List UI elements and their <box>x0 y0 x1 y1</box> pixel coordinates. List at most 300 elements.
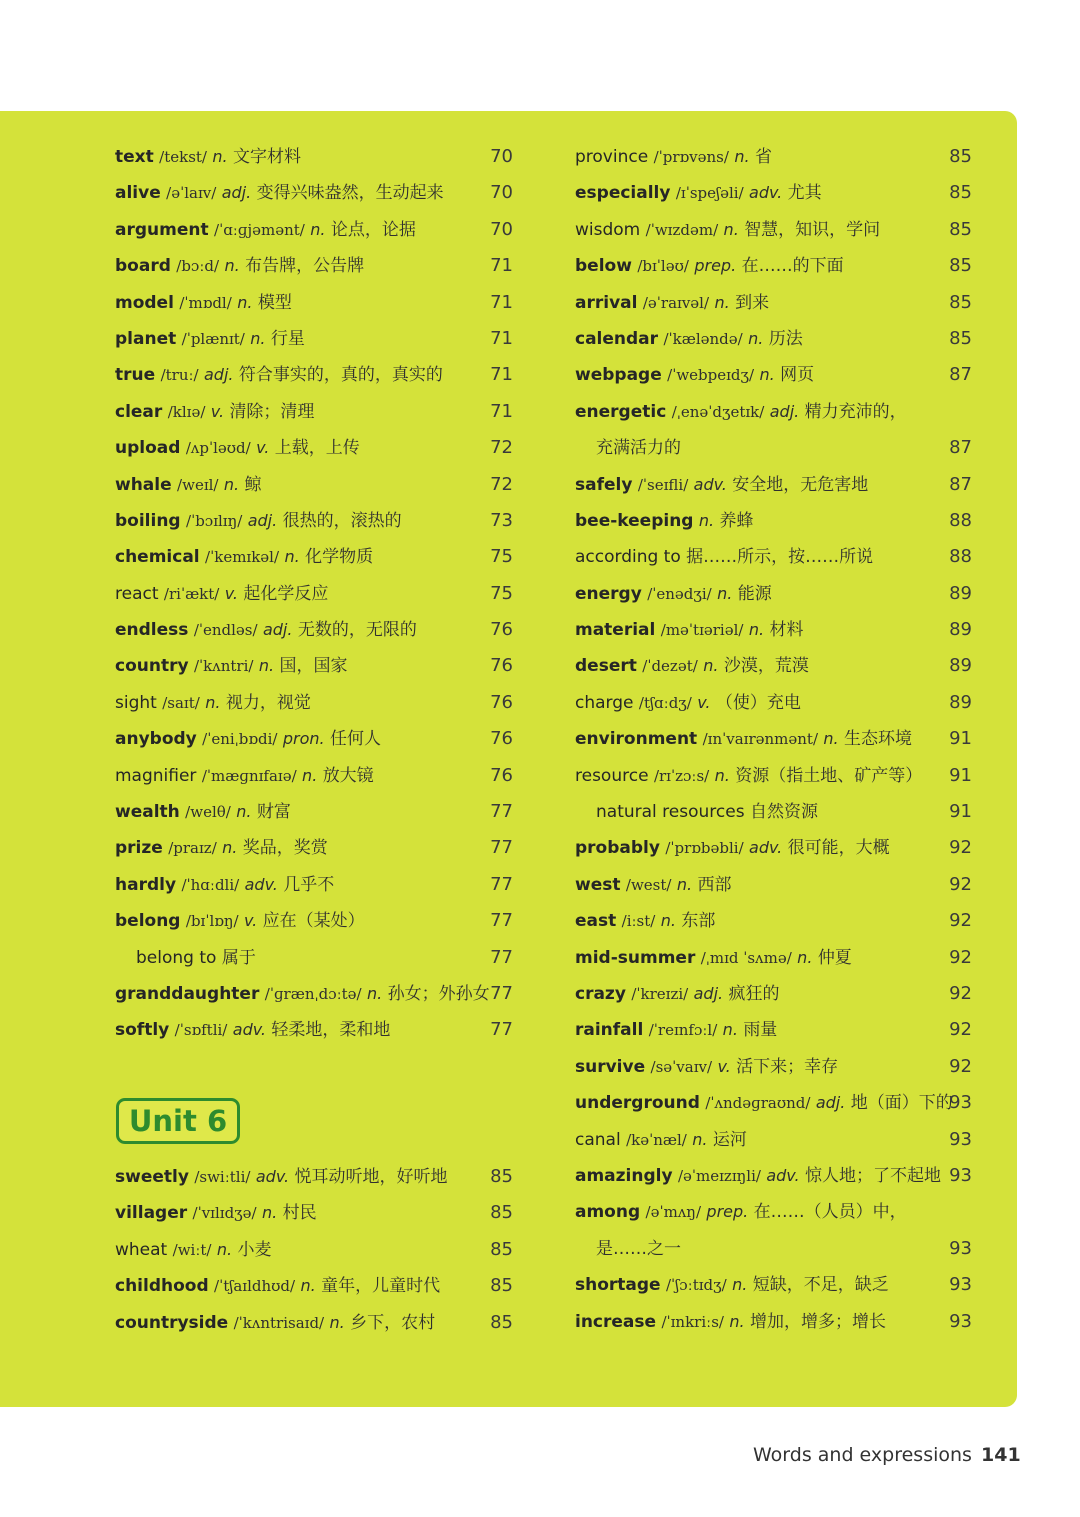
entry-part-of-speech: n. <box>714 292 730 312</box>
entry-word: canal <box>575 1129 621 1150</box>
vocab-entry <box>575 212 972 248</box>
entry-part-of-speech: v. <box>224 583 238 603</box>
entry-part-of-speech: n. <box>797 947 813 967</box>
entry-page: 85 <box>949 291 972 313</box>
vocab-entry <box>115 721 513 757</box>
entry-text <box>575 1012 777 1048</box>
entry-word: increase <box>575 1311 657 1332</box>
entry-word: prize <box>115 838 163 859</box>
entry-part-of-speech: n. <box>302 765 318 785</box>
entry-phonetic: /ˈseɪfli/ <box>637 475 689 494</box>
entry-meaning: 布告牌，公告牌 <box>245 256 365 277</box>
entry-text <box>575 503 754 539</box>
entry-phonetic: /ˈʌndəɡraʊnd/ <box>705 1094 811 1113</box>
entry-text <box>115 248 364 284</box>
entry-part-of-speech: pron. <box>282 729 325 749</box>
entry-part-of-speech: n. <box>692 1129 708 1149</box>
entry-word: planet <box>115 328 177 349</box>
entry-text <box>575 830 890 866</box>
entry-part-of-speech: n. <box>236 802 252 822</box>
entry-meaning: 材料 <box>769 620 804 641</box>
entry-phonetic: /ˈwebpeɪdʒ/ <box>667 366 755 385</box>
entry-page: 92 <box>949 837 972 859</box>
entry-phonetic: /ˈkʌntri/ <box>193 657 254 676</box>
entry-part-of-speech: adj. <box>769 401 800 421</box>
entry-part-of-speech: adv. <box>693 474 727 494</box>
entry-phonetic: /ˈplænɪt/ <box>181 329 245 348</box>
entry-word: material <box>575 620 656 641</box>
entry-meaning: 奖品，奖赏 <box>242 838 328 859</box>
vocab-entry <box>115 175 513 211</box>
entry-page: 77 <box>490 801 513 823</box>
entry-meaning: 在……（人员）中， <box>753 1202 907 1223</box>
entry-meaning: 西部 <box>697 874 732 895</box>
entry-phonetic: /ˌenəˈdʒetɪk/ <box>671 402 765 421</box>
entry-text <box>115 903 365 939</box>
entry-meaning: 活下来；幸存 <box>736 1056 839 1077</box>
entry-text <box>115 175 444 211</box>
entry-phonetic: /ˈmæɡnɪfaɪə/ <box>201 766 297 785</box>
entry-page: 73 <box>490 509 513 531</box>
entry-word: react <box>115 583 159 604</box>
entry-phonetic: /saɪt/ <box>162 693 200 712</box>
entry-text <box>596 430 681 466</box>
entry-meaning: 无数的，无限的 <box>297 620 417 641</box>
entry-word: west <box>575 874 621 895</box>
entry-text <box>115 976 490 1012</box>
vocab-entry <box>115 139 513 175</box>
entry-phonetic: /ˈsɒftli/ <box>174 1021 228 1040</box>
entry-meaning: 是……之一 <box>596 1238 681 1259</box>
entry-page: 71 <box>490 327 513 349</box>
entry-part-of-speech: adj. <box>204 365 234 385</box>
entry-phonetic: /welθ/ <box>185 803 231 822</box>
vocab-entry <box>115 430 513 466</box>
entry-meaning: 鲸 <box>244 474 262 495</box>
entry-text <box>575 576 772 612</box>
entry-part-of-speech: adv. <box>255 1167 290 1186</box>
entry-page: 91 <box>949 728 972 750</box>
vocab-entry <box>115 467 513 503</box>
entry-text <box>575 903 715 939</box>
entry-word: anybody <box>115 729 197 750</box>
entry-page: 85 <box>949 327 972 349</box>
entry-text <box>115 285 292 321</box>
entry-text <box>115 539 373 575</box>
entry-page: 76 <box>490 619 513 641</box>
entry-part-of-speech: n. <box>823 729 839 749</box>
entry-page: 71 <box>490 364 513 386</box>
vocab-entry <box>575 1122 972 1158</box>
entry-part-of-speech: n. <box>212 147 228 166</box>
entry-page: 77 <box>490 982 513 1004</box>
entry-meaning: 智慧，知识，学问 <box>744 219 881 240</box>
entry-meaning: 安全地，无危害地 <box>732 474 869 495</box>
entry-phonetic: /ˈɪnkriːs/ <box>661 1312 724 1331</box>
entry-phonetic: /səˈvaɪv/ <box>650 1057 713 1076</box>
entry-text <box>596 794 818 830</box>
entry-text <box>575 612 804 648</box>
entry-word: energy <box>575 583 642 604</box>
entry-word: environment <box>575 729 698 750</box>
entry-part-of-speech: adj. <box>247 510 278 530</box>
entry-meaning: 很热的，滚热的 <box>282 510 402 531</box>
entry-word: mid-summer <box>575 947 696 968</box>
entry-page: 76 <box>490 764 513 786</box>
entry-part-of-speech: n. <box>250 328 266 348</box>
entry-page: 89 <box>949 655 972 677</box>
entry-page: 93 <box>949 1274 972 1296</box>
entry-text <box>575 321 803 357</box>
entry-page: 71 <box>490 291 513 313</box>
entry-meaning: 属于 <box>221 947 256 968</box>
entry-page: 85 <box>490 1166 513 1187</box>
entry-phonetic: /ˈkemɪkəl/ <box>205 548 280 567</box>
entry-page: 70 <box>490 182 513 204</box>
entry-text <box>575 976 780 1012</box>
entry-text <box>115 794 291 830</box>
vocab-entry <box>575 539 972 575</box>
entry-phonetic: /ˈɡrænˌdɔːtə/ <box>264 984 362 1003</box>
entry-meaning: 疯狂的 <box>728 983 780 1004</box>
entry-meaning: 清除；清理 <box>229 401 315 422</box>
entry-page: 88 <box>949 509 972 531</box>
vocab-entry <box>575 285 972 321</box>
vocab-entry <box>575 430 972 466</box>
entry-part-of-speech: n. <box>703 656 719 676</box>
entry-part-of-speech: n. <box>729 1311 745 1331</box>
entry-text <box>115 503 402 539</box>
entry-part-of-speech: n. <box>660 911 676 931</box>
entry-meaning: 上载，上传 <box>274 438 360 459</box>
entry-text <box>115 357 443 393</box>
entry-word: among <box>575 1202 641 1223</box>
vocab-entry <box>115 758 513 794</box>
entry-meaning: 任何人 <box>330 729 382 750</box>
entry-text <box>115 1305 435 1341</box>
entry-part-of-speech: n. <box>216 1239 233 1259</box>
entry-text <box>136 940 256 976</box>
entry-part-of-speech: prep. <box>706 1202 749 1222</box>
vocab-entry <box>575 685 972 721</box>
entry-word: belong to <box>136 947 217 968</box>
entry-part-of-speech: n. <box>748 328 764 348</box>
entry-word: energetic <box>575 401 667 422</box>
entry-phonetic: /ˈhɑːdli/ <box>181 875 240 894</box>
entry-phonetic: /ˈkæləndə/ <box>663 329 743 348</box>
entry-part-of-speech: adj. <box>262 620 293 640</box>
entry-word: probably <box>575 838 660 859</box>
entry-page: 77 <box>490 946 513 968</box>
entry-word: wheat <box>115 1239 168 1260</box>
vocab-entry <box>575 1158 972 1194</box>
entry-phonetic: /truː/ <box>160 366 199 385</box>
vocab-entry <box>115 794 513 830</box>
entry-meaning: 能源 <box>737 583 772 604</box>
entry-word: childhood <box>115 1276 209 1297</box>
vocab-entry <box>575 1085 972 1121</box>
entry-meaning: 悦耳动听地，好听地 <box>294 1167 448 1187</box>
entry-word: argument <box>115 219 209 240</box>
entry-part-of-speech: adv. <box>749 183 783 203</box>
vocab-entry <box>115 394 513 430</box>
entry-page: 93 <box>949 1128 972 1150</box>
entry-meaning: 童年，儿童时代 <box>321 1276 441 1297</box>
vocab-entry <box>115 503 513 539</box>
entry-page: 72 <box>490 473 513 495</box>
entry-phonetic: /ɪnˈvaɪrənmənt/ <box>702 730 818 749</box>
footer-label: Words and expressions <box>753 1444 972 1466</box>
entry-word: board <box>115 256 171 277</box>
entry-phonetic: /ˈeniˌbɒdi/ <box>202 730 278 749</box>
entry-page: 85 <box>949 146 972 167</box>
entry-part-of-speech: n. <box>676 874 693 894</box>
entry-phonetic: /bɪˈləʊ/ <box>637 257 689 276</box>
entry-part-of-speech: n. <box>258 656 275 676</box>
entry-text <box>115 139 301 175</box>
entry-text <box>575 285 769 321</box>
entry-phonetic: /ˈprɒvəns/ <box>653 148 729 166</box>
entry-text <box>575 867 732 903</box>
entry-word: natural resources <box>596 802 745 823</box>
vocab-entry <box>575 1012 972 1048</box>
unit-heading: Unit 6 <box>116 1098 240 1144</box>
entry-phonetic: /tekst/ <box>159 148 207 166</box>
entry-part-of-speech: v. <box>256 438 270 458</box>
entry-page: 85 <box>949 255 972 277</box>
entry-meaning: 自然资源 <box>749 802 818 823</box>
entry-phonetic: /bɔːd/ <box>176 257 220 276</box>
entry-meaning: 充满活力的 <box>596 438 681 459</box>
entry-text <box>575 940 852 976</box>
entry-word: villager <box>115 1203 188 1224</box>
entry-word: calendar <box>575 328 659 349</box>
entry-part-of-speech: n. <box>261 1203 278 1223</box>
vocab-entry <box>575 1304 972 1340</box>
entry-word: shortage <box>575 1275 661 1296</box>
entry-phonetic: /ˈendləs/ <box>193 621 258 640</box>
entry-page: 77 <box>490 837 513 859</box>
entry-page: 92 <box>949 873 972 895</box>
entry-part-of-speech: n. <box>748 620 765 640</box>
vocab-entry <box>575 940 972 976</box>
entry-word: charge <box>575 692 634 713</box>
entry-word: safely <box>575 474 633 495</box>
entry-word: east <box>575 911 617 932</box>
vocab-entry <box>575 794 972 830</box>
entry-page: 92 <box>949 982 972 1004</box>
entry-page: 77 <box>490 873 513 895</box>
entry-meaning: 国，国家 <box>279 656 348 677</box>
entry-meaning: 到来 <box>735 292 770 313</box>
entry-part-of-speech: adj. <box>693 983 724 1003</box>
entry-word: below <box>575 256 632 277</box>
entry-word: sweetly <box>115 1167 189 1187</box>
vocab-entry <box>575 830 972 866</box>
entry-word: boiling <box>115 510 181 531</box>
entry-meaning: 小麦 <box>237 1239 272 1260</box>
entry-part-of-speech: n. <box>310 219 326 239</box>
vocab-entry <box>575 976 972 1012</box>
entry-page: 85 <box>949 218 972 240</box>
entry-meaning: 模型 <box>257 292 292 313</box>
entry-meaning: 省 <box>754 147 772 167</box>
entry-part-of-speech: adv. <box>766 1165 800 1185</box>
entry-phonetic: /əˈlaɪv/ <box>166 184 217 203</box>
entry-text <box>115 212 416 248</box>
entry-part-of-speech: prep. <box>694 256 737 276</box>
vocab-entry <box>575 394 972 430</box>
entry-page: 93 <box>949 1092 972 1114</box>
entry-word: wealth <box>115 802 180 823</box>
entry-meaning: 孙女；外孙女 <box>387 983 490 1004</box>
entry-text <box>575 1304 886 1340</box>
entry-word: bee-keeping <box>575 510 694 531</box>
entry-text <box>115 394 314 430</box>
entry-page: 70 <box>490 218 513 240</box>
vocab-entry <box>575 721 972 757</box>
entry-meaning: 东部 <box>681 911 716 932</box>
entry-part-of-speech: adv. <box>232 1020 266 1040</box>
entry-part-of-speech: n. <box>224 256 240 276</box>
entry-part-of-speech: n. <box>722 1020 738 1040</box>
entry-text <box>575 175 822 211</box>
entry-text <box>115 430 360 466</box>
vocab-entry <box>115 1232 513 1268</box>
entry-text <box>115 467 262 503</box>
entry-page: 89 <box>949 582 972 604</box>
entry-part-of-speech: n. <box>723 219 739 239</box>
vocab-entry <box>115 539 513 575</box>
entry-meaning: 养蜂 <box>719 510 754 531</box>
entry-meaning: 网页 <box>780 365 815 386</box>
entry-page: 89 <box>949 691 972 713</box>
page-number: 141 <box>981 1444 1021 1466</box>
entry-text <box>115 1232 272 1268</box>
entry-word: wisdom <box>575 219 641 240</box>
vocab-entry <box>575 1267 972 1303</box>
entry-text <box>575 685 801 721</box>
entry-phonetic: /ˈkreɪzi/ <box>631 984 689 1003</box>
entry-page: 85 <box>490 1238 513 1260</box>
vocab-entry <box>575 321 972 357</box>
entry-word: especially <box>575 183 671 204</box>
entry-text <box>575 1049 838 1085</box>
vocab-entry <box>115 357 513 393</box>
entry-meaning: 符合事实的，真的，真实的 <box>238 365 443 386</box>
entry-phonetic: /ˈreɪnfɔːl/ <box>648 1021 718 1040</box>
entry-meaning: 仲夏 <box>817 947 852 968</box>
entry-text <box>575 467 868 503</box>
entry-phonetic: /ʌpˈləʊd/ <box>185 439 251 458</box>
entry-word: text <box>115 147 154 167</box>
vocab-entry <box>115 285 513 321</box>
entry-part-of-speech: n. <box>759 365 775 385</box>
entry-meaning: 资源（指土地、矿产等） <box>735 765 923 786</box>
left-column-unit6 <box>115 1159 513 1341</box>
entry-phonetic: /bɪˈlɒŋ/ <box>185 912 239 931</box>
entry-part-of-speech: n. <box>698 510 715 530</box>
vocab-entry <box>115 867 513 903</box>
entry-phonetic: /weɪl/ <box>177 475 219 494</box>
entry-meaning: 乡下，农村 <box>350 1312 436 1333</box>
entry-word: province <box>575 147 649 167</box>
entry-meaning: 应在（某处） <box>262 911 365 932</box>
entry-word: amazingly <box>575 1165 673 1186</box>
entry-word: softly <box>115 1020 170 1041</box>
entry-word: chemical <box>115 547 200 568</box>
entry-page: 85 <box>490 1311 513 1333</box>
entry-meaning: 历法 <box>768 328 803 349</box>
entry-part-of-speech: adj. <box>815 1093 846 1113</box>
entry-part-of-speech: n. <box>300 1276 316 1296</box>
entry-word: crazy <box>575 983 626 1004</box>
entry-phonetic: /ˈbɔɪlɪŋ/ <box>186 511 243 530</box>
entry-part-of-speech: n. <box>734 147 750 166</box>
entry-phonetic: /ˈprɒbəbli/ <box>665 839 744 858</box>
entry-page: 72 <box>490 437 513 459</box>
vocab-entry <box>575 139 972 175</box>
vocab-entry <box>115 903 513 939</box>
entry-phonetic: /ˈvɪlɪdʒə/ <box>192 1204 257 1223</box>
entry-page: 92 <box>949 1019 972 1041</box>
entry-phonetic: /rɪˈzɔːs/ <box>653 766 710 785</box>
left-column <box>115 139 513 1049</box>
entry-word: endless <box>115 620 189 641</box>
entry-part-of-speech: v. <box>697 692 711 712</box>
vocab-entry <box>575 175 972 211</box>
entry-word: resource <box>575 765 649 786</box>
entry-word: granddaughter <box>115 983 260 1004</box>
entry-page: 71 <box>490 255 513 277</box>
entry-meaning: 据……所示，按……所说 <box>686 547 874 568</box>
vocab-entry <box>115 1195 513 1231</box>
entry-part-of-speech: n. <box>223 474 240 494</box>
entry-text <box>115 867 334 903</box>
vocab-entry <box>115 685 513 721</box>
entry-page: 85 <box>490 1202 513 1224</box>
entry-text <box>575 539 873 575</box>
entry-page: 77 <box>490 910 513 932</box>
entry-text <box>575 357 814 393</box>
entry-meaning: 惊人地；了不起地 <box>804 1165 941 1186</box>
entry-part-of-speech: adj. <box>221 183 252 203</box>
entry-phonetic: /ˌmɪd ˈsʌmə/ <box>700 948 792 967</box>
entry-part-of-speech: n. <box>714 765 730 785</box>
entry-word: underground <box>575 1093 700 1114</box>
entry-phonetic: /ˈmɒdl/ <box>179 293 232 312</box>
entry-word: model <box>115 292 174 313</box>
entry-part-of-speech: v. <box>210 401 225 421</box>
entry-text <box>575 212 880 248</box>
vocab-entry <box>115 576 513 612</box>
vocab-entry <box>575 1231 972 1267</box>
entry-text <box>575 394 907 430</box>
entry-text <box>575 248 844 284</box>
entry-text <box>575 758 922 794</box>
entry-phonetic: /ˈenədʒi/ <box>647 584 712 603</box>
entry-page: 91 <box>949 764 972 786</box>
vocab-entry <box>115 1012 513 1048</box>
entry-phonetic: /əˈmeɪzɪŋli/ <box>677 1166 761 1185</box>
entry-meaning: 起化学反应 <box>243 583 329 604</box>
vocab-entry <box>575 903 972 939</box>
entry-phonetic: /əˈraɪvəl/ <box>642 293 710 312</box>
entry-page: 93 <box>949 1164 972 1186</box>
entry-text <box>575 139 772 175</box>
entry-phonetic: /ˈtʃaɪldhʊd/ <box>214 1277 296 1296</box>
entry-page: 88 <box>949 546 972 568</box>
